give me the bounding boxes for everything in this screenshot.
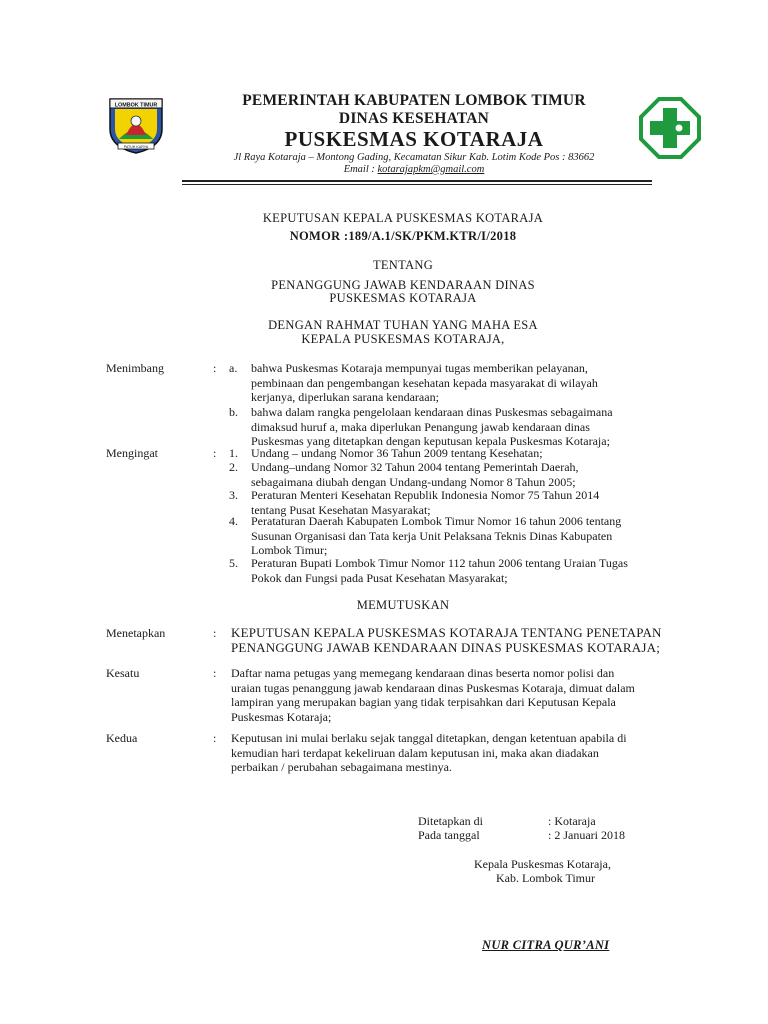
- list-line: kerjanya, diperlukan sarana kendaraan;: [251, 390, 439, 405]
- government-name: PEMERINTAH KABUPATEN LOMBOK TIMUR: [242, 92, 586, 109]
- list-line: sebagaimana diubah dengan Undang-undang Nomor 8 Tahun 2005;: [251, 474, 576, 489]
- menimbang-label: Menimbang: [106, 361, 164, 375]
- email-label: Email :: [343, 164, 378, 175]
- kesatu-line: Puskesmas Kotaraja;: [231, 709, 332, 724]
- menimbang-colon: :: [213, 361, 217, 375]
- department-name: DINAS KESEHATAN: [338, 110, 490, 127]
- signatory-position: Kepala Puskesmas Kotaraja,: [474, 857, 611, 871]
- decree-title: KEPUTUSAN KEPALA PUSKESMAS KOTARAJA: [262, 211, 544, 225]
- list-line: Puskesmas yang ditetapkan dengan keputusan kepala Puskesmas Kotaraja;: [251, 434, 610, 449]
- list-line: Peraturan Bupati Lombok Timur Nomor 112 tahun 2006 tentang Uraian Tugas: [251, 556, 628, 570]
- list-line: tentang Pusat Kesehatan Masyarakat;: [251, 502, 431, 517]
- list-line: Perataturan Daerah Kabupaten Lombok Timur Nomor 16 tahun 2006 tentang: [251, 514, 622, 528]
- list-marker: a.: [229, 361, 238, 375]
- menetapkan-line: KEPUTUSAN KEPALA PUSKESMAS KOTARAJA TENTANG PENETAPAN: [231, 625, 662, 640]
- rahmat-line-1: DENGAN RAHMAT TUHAN YANG MAHA ESA: [268, 318, 538, 332]
- kesatu-label: Kesatu: [106, 666, 140, 680]
- list-marker: 2.: [229, 460, 238, 474]
- tanggal-label: Pada tanggal: [418, 828, 480, 842]
- list-marker: 5.: [229, 556, 238, 570]
- list-line: bahwa Puskesmas Kotaraja mempunyai tugas memberikan pelayanan,: [251, 361, 588, 375]
- header-divider-thick: [182, 180, 652, 182]
- menetapkan-line: PENANGGUNG JAWAB KENDARAAN DINAS PUSKESMAS KOTARAJA;: [231, 640, 661, 655]
- list-line: Undang–undang Nomor 32 Tahun 2004 tentang Pemerintah Daerah,: [251, 460, 579, 474]
- list-marker: b.: [229, 405, 238, 419]
- kedua-line: kemudian hari terdapat kekeliruan dalam keputusan ini, maka akan diadakan: [231, 745, 599, 760]
- mengingat-colon: :: [213, 446, 217, 460]
- kesatu-line: uraian tugas penanggung jawab kendaraan dinas Puskesmas Kotaraja, dimuat dalam: [231, 680, 635, 695]
- regency-logo-bottom-text: PATUH KARYA: [123, 145, 149, 149]
- regency-logo-text: LOMBOK TIMUR: [114, 102, 158, 109]
- tentang-heading: TENTANG: [372, 258, 434, 272]
- decree-number: NOMOR :189/A.1/SK/PKM.KTR/I/2018: [289, 229, 517, 243]
- address: Jl Raya Kotaraja – Montong Gading, Kecamatan Sikur Kab. Lotim Kode Pos : 83662: [233, 152, 595, 163]
- list-line: Lombok Timur;: [251, 543, 328, 558]
- list-line: Pokok dan Fungsi pada Pusat Kesehatan Masyarakat;: [251, 570, 508, 585]
- kesatu-line: lampiran yang merupakan bagian yang tidak terpisahkan dari Keputusan Kepala: [231, 695, 616, 710]
- rahmat-line-2: KEPALA PUSKESMAS KOTARAJA,: [301, 332, 505, 346]
- signatory-name: NUR CITRA QUR’ANI: [482, 938, 610, 952]
- organization-name: PUSKESMAS KOTARAJA: [284, 127, 544, 151]
- kesatu-line: Daftar nama petugas yang memegang kendaraan dinas beserta nomor polisi dan: [231, 666, 615, 680]
- kedua-label: Kedua: [106, 731, 138, 745]
- ditetapkan-label: Ditetapkan di: [418, 814, 483, 828]
- list-marker: 4.: [229, 514, 238, 528]
- list-line: bahwa dalam rangka pengelolaan kendaraan dinas Puskesmas sebagaimana: [251, 405, 613, 419]
- ditetapkan-value: : Kotaraja: [548, 814, 596, 828]
- subject-line-1: PENANGGUNG JAWAB KENDARAAN DINAS: [271, 278, 535, 292]
- mengingat-label: Mengingat: [106, 446, 158, 460]
- kedua-line: perbaikan / perubahan sebagaimana mestinya.: [231, 760, 452, 775]
- memutuskan-heading: MEMUTUSKAN: [356, 598, 450, 612]
- header-divider-thin: [182, 184, 652, 185]
- menetapkan-colon: :: [213, 626, 217, 640]
- email-link[interactable]: kotarajapkm@gmail.com: [377, 164, 485, 175]
- list-marker: 3.: [229, 488, 238, 502]
- email-line: [30, 164, 768, 175]
- list-line: Susunan Organisasi dan Tata kerja Unit Pelaksana Teknis Dinas Kabupaten: [251, 528, 613, 543]
- tanggal-value: : 2 Januari 2018: [548, 828, 625, 842]
- kesatu-text: [231, 666, 711, 724]
- subject-line-2: PUSKESMAS KOTARAJA: [329, 291, 477, 305]
- list-line: pembinaan dan pengembangan kesehatan kepada masyarakat di wilayah: [251, 375, 598, 390]
- menetapkan-label: Menetapkan: [106, 626, 166, 640]
- list-line: dimaksud huruf a, maka diperlukan Penangung jawab kendaraan dinas: [251, 419, 590, 434]
- kedua-text: [231, 731, 711, 775]
- kedua-colon: :: [213, 731, 217, 745]
- signatory-region: Kab. Lombok Timur: [496, 871, 596, 885]
- list-line: Undang – undang Nomor 36 Tahun 2009 tentang Kesehatan;: [251, 446, 543, 460]
- menetapkan-text: [231, 625, 701, 655]
- list-line: Peraturan Menteri Kesehatan Republik Indonesia Nomor 75 Tahun 2014: [251, 488, 600, 502]
- list-marker: 1.: [229, 446, 238, 460]
- kedua-line: Keputusan ini mulai berlaku sejak tanggal ditetapkan, dengan ketentuan apabila di: [231, 731, 627, 745]
- kesatu-colon: :: [213, 666, 217, 680]
